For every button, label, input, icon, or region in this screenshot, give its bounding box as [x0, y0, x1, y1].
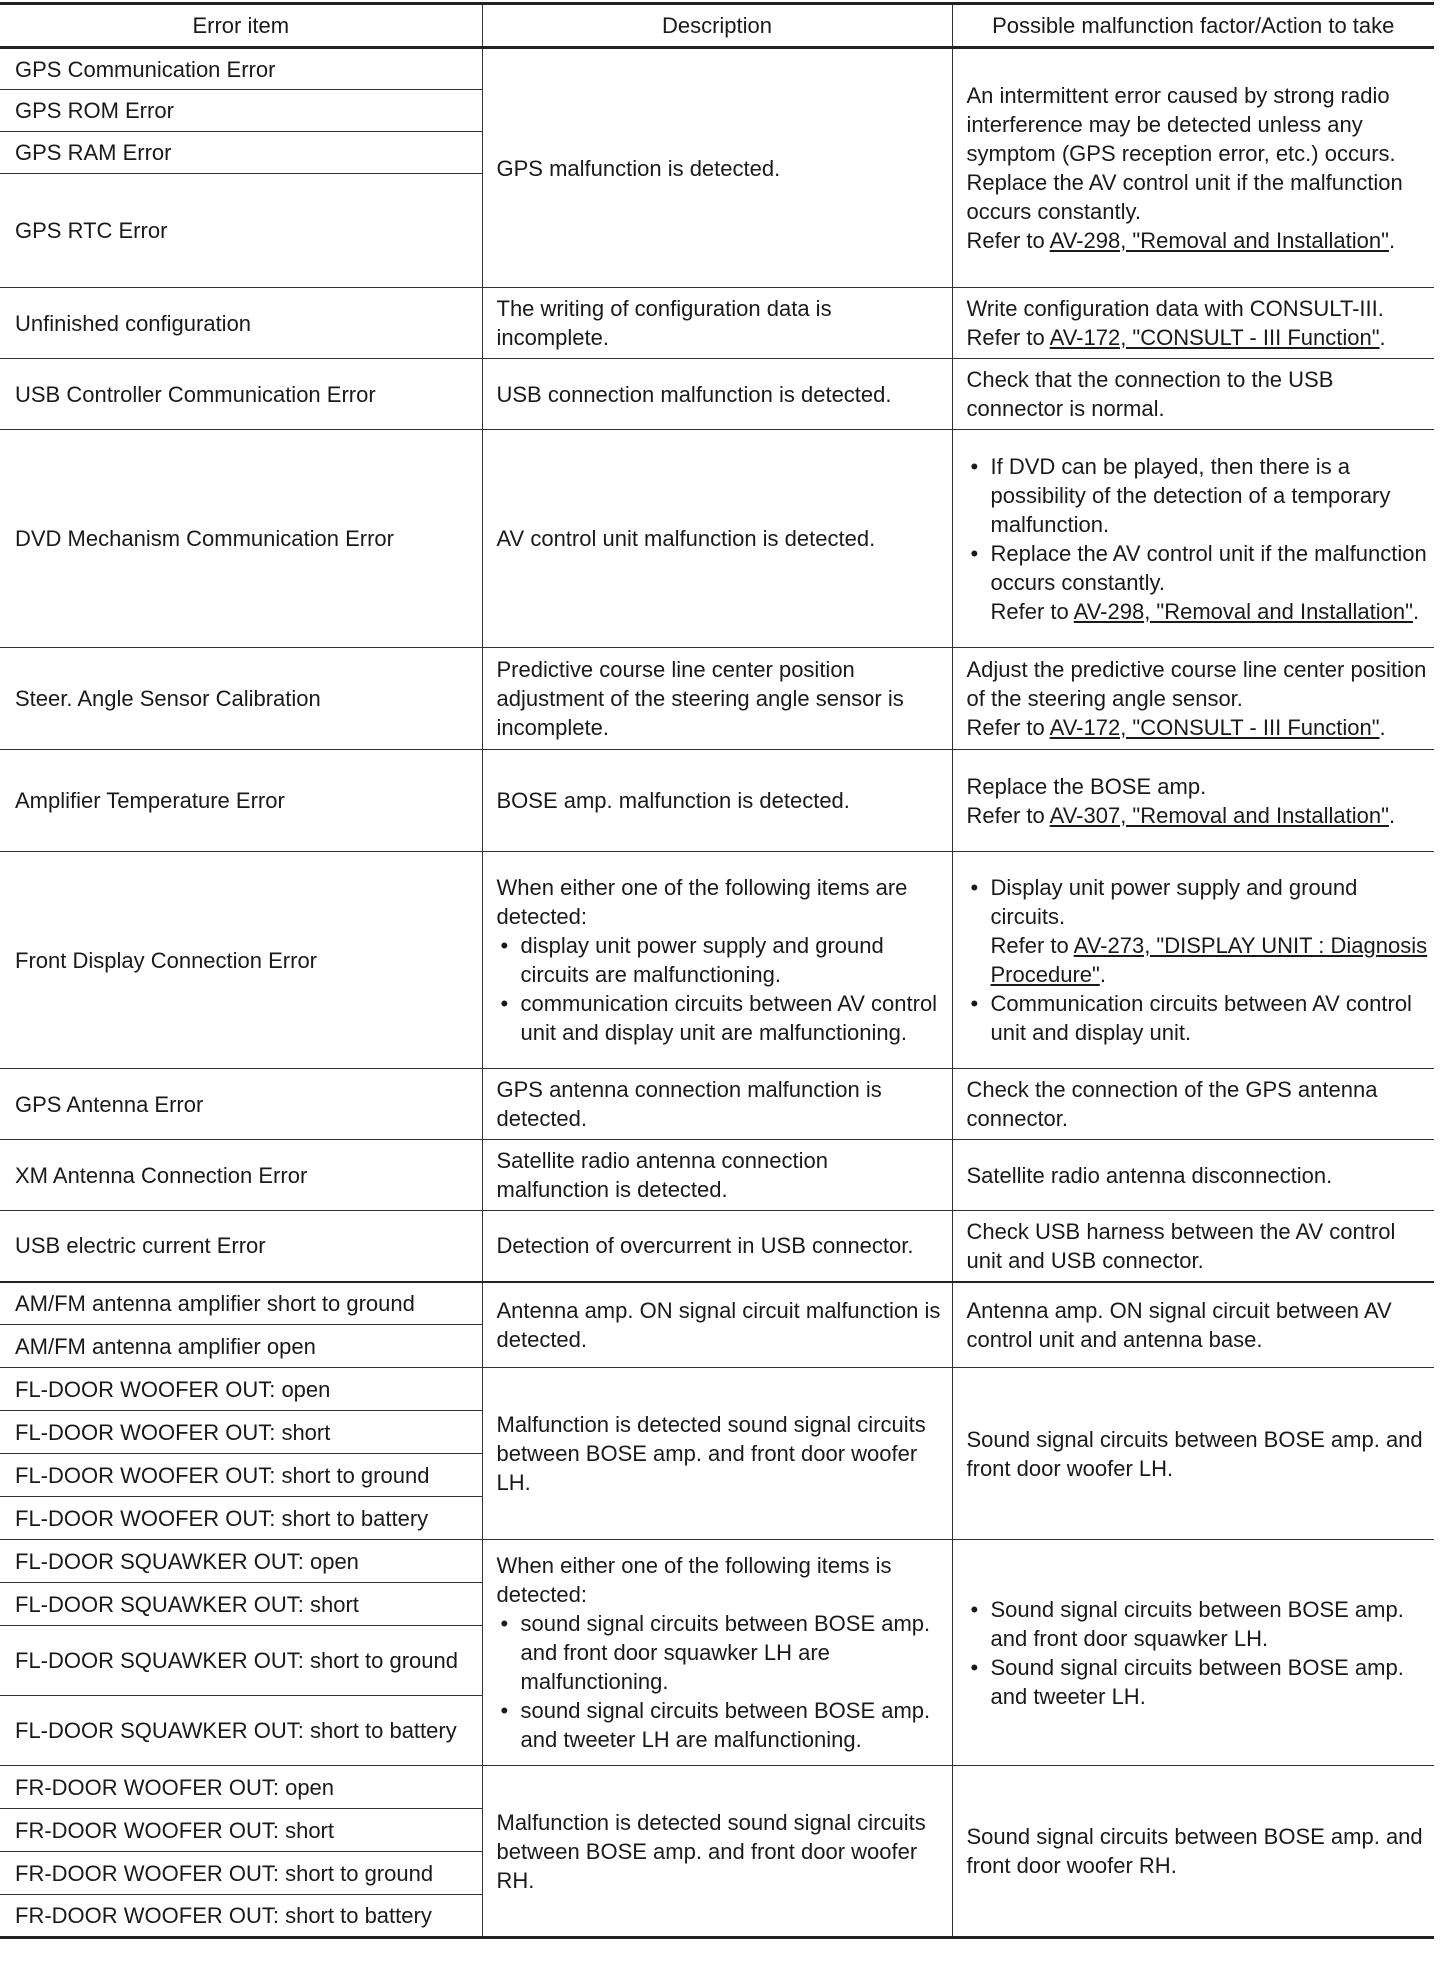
error-item: XM Antenna Connection Error — [0, 1140, 482, 1211]
action-text: Replace the AV control unit if the malfunction occurs constantly. — [966, 170, 1403, 224]
period: . — [1412, 598, 1420, 624]
action-text: Write configuration data with CONSULT-III. — [966, 296, 1384, 321]
table-row — [0, 1368, 1434, 1411]
error-item: USB Controller Communication Error — [0, 359, 482, 430]
action-cell: Sound signal circuits between BOSE amp. and front door woofer LH. — [952, 1368, 1434, 1540]
error-item: Amplifier Temperature Error — [0, 750, 482, 852]
header-action: Possible malfunction factor/Action to take — [952, 4, 1434, 48]
error-item: FL-DOOR SQUAWKER OUT: short — [0, 1583, 482, 1626]
table-row — [0, 430, 1434, 648]
action-cell: Check that the connection to the USB connector is normal. — [952, 359, 1434, 430]
table-row — [0, 1766, 1434, 1809]
action-cell — [952, 750, 1434, 852]
error-item: FR-DOOR WOOFER OUT: open — [0, 1766, 482, 1809]
table-row — [0, 852, 1434, 1069]
action-cell: Satellite radio antenna disconnection. — [952, 1140, 1434, 1211]
error-item: FL-DOOR SQUAWKER OUT: short to battery — [0, 1696, 482, 1766]
description-cell: The writing of configuration data is incomplete. — [482, 288, 952, 359]
reference-link[interactable]: AV-273, "DISPLAY UNIT : Diagnosis Procedure" — [990, 933, 1428, 987]
period: . — [1379, 715, 1386, 740]
error-item: GPS Communication Error — [0, 48, 482, 90]
description-bullet: • communication circuits between AV control unit and display unit are malfunctioning. — [497, 989, 946, 1047]
table-row — [0, 1140, 1434, 1211]
table-row — [0, 359, 1434, 430]
description-bullet: • sound signal circuits between BOSE amp. and tweeter LH are malfunctioning. — [497, 1696, 946, 1754]
action-bullet: • If DVD can be played, then there is a possibility of the detection of a temporary malfunction. — [967, 452, 1431, 539]
description-cell: GPS malfunction is detected. — [482, 48, 952, 288]
header-error-item: Error item — [0, 4, 482, 48]
action-text: An intermittent error caused by strong radio interference may be detected unless any symptom (GPS reception error, etc.) occurs. — [966, 83, 1396, 166]
description-cell: Satellite radio antenna connection malfunction is detected. — [482, 1140, 952, 1211]
refer-label: Refer to — [990, 598, 1074, 624]
error-item: Front Display Connection Error — [0, 852, 482, 1069]
action-bullet: • Communication circuits between AV control unit and display unit. — [967, 989, 1431, 1047]
action-cell — [952, 430, 1434, 648]
error-item: FL-DOOR SQUAWKER OUT: open — [0, 1540, 482, 1583]
period: . — [1388, 802, 1396, 828]
reference-link[interactable]: AV-298, "Removal and Installation" — [1073, 598, 1413, 624]
action-text: Replace the BOSE amp. — [966, 773, 1207, 799]
period: . — [1388, 228, 1396, 253]
action-cell — [952, 1540, 1434, 1766]
reference-link[interactable]: AV-307, "Removal and Installation" — [1049, 802, 1389, 828]
error-item: FL-DOOR WOOFER OUT: short to ground — [0, 1454, 482, 1497]
description-cell: Antenna amp. ON signal circuit malfunction is detected. — [482, 1282, 952, 1368]
error-item: GPS Antenna Error — [0, 1069, 482, 1140]
description-cell — [482, 1540, 952, 1766]
error-item: FR-DOOR WOOFER OUT: short — [0, 1809, 482, 1852]
error-item: USB electric current Error — [0, 1211, 482, 1282]
refer-label: Refer to — [966, 325, 1050, 350]
description-cell: Detection of overcurrent in USB connector. — [482, 1211, 952, 1282]
table-row — [0, 48, 1434, 90]
table-header-row — [0, 4, 1434, 48]
action-bullet: • Sound signal circuits between BOSE amp. and tweeter LH. — [967, 1653, 1431, 1711]
action-cell — [952, 852, 1434, 1069]
action-cell — [952, 648, 1434, 750]
error-item: AM/FM antenna amplifier short to ground — [0, 1282, 482, 1325]
header-description: Description — [482, 4, 952, 48]
error-item: FL-DOOR WOOFER OUT: open — [0, 1368, 482, 1411]
action-cell: Sound signal circuits between BOSE amp. and front door woofer RH. — [952, 1766, 1434, 1938]
error-item: FR-DOOR WOOFER OUT: short to ground — [0, 1852, 482, 1895]
description-bullet: • display unit power supply and ground circuits are malfunctioning. — [497, 931, 946, 989]
reference-link[interactable]: AV-298, "Removal and Installation" — [1049, 228, 1389, 253]
action-cell: Check USB harness between the AV control unit and USB connector. — [952, 1211, 1434, 1282]
description-cell: GPS antenna connection malfunction is detected. — [482, 1069, 952, 1140]
reference-link[interactable]: AV-172, "CONSULT - III Function" — [1049, 715, 1380, 740]
error-item: GPS ROM Error — [0, 90, 482, 132]
action-bullet: • Replace the AV control unit if the malfunction occurs constantly. — [967, 539, 1431, 597]
table-row — [0, 288, 1434, 359]
error-item: Unfinished configuration — [0, 288, 482, 359]
error-item: FL-DOOR SQUAWKER OUT: short to ground — [0, 1626, 482, 1696]
table-row — [0, 750, 1434, 852]
description-cell: Predictive course line center position adjustment of the steering angle sensor is incomplete. — [482, 648, 952, 750]
period: . — [1379, 325, 1386, 350]
error-table-document — [0, 2, 1434, 1939]
error-item: FL-DOOR WOOFER OUT: short — [0, 1411, 482, 1454]
error-item: GPS RTC Error — [0, 174, 482, 288]
action-cell — [952, 288, 1434, 359]
description-intro: When either one of the following items is detected: — [496, 1553, 892, 1607]
refer-label: Refer to — [990, 933, 1074, 958]
refer-label: Refer to — [966, 228, 1050, 253]
action-text: Adjust the predictive course line center position of the steering angle sensor. — [966, 657, 1427, 711]
description-cell: Malfunction is detected sound signal circuits between BOSE amp. and front door woofer LH. — [482, 1368, 952, 1540]
table-row — [0, 1540, 1434, 1583]
description-intro: When either one of the following items are detected: — [496, 875, 908, 929]
error-item: DVD Mechanism Communication Error — [0, 430, 482, 648]
action-cell — [952, 48, 1434, 288]
error-item: FR-DOOR WOOFER OUT: short to battery — [0, 1895, 482, 1938]
error-item: AM/FM antenna amplifier open — [0, 1325, 482, 1368]
refer-label: Refer to — [966, 715, 1050, 740]
error-item: GPS RAM Error — [0, 132, 482, 174]
action-bullet: • Sound signal circuits between BOSE amp. and front door squawker LH. — [967, 1595, 1431, 1653]
period: . — [1099, 962, 1106, 987]
refer-label: Refer to — [966, 802, 1050, 828]
description-cell: Malfunction is detected sound signal circuits between BOSE amp. and front door woofer RH. — [482, 1766, 952, 1938]
description-cell — [482, 852, 952, 1069]
table-row — [0, 1211, 1434, 1282]
description-cell: USB connection malfunction is detected. — [482, 359, 952, 430]
reference-link[interactable]: AV-172, "CONSULT - III Function" — [1049, 325, 1380, 350]
error-item-table — [0, 2, 1434, 1939]
description-cell: BOSE amp. malfunction is detected. — [482, 750, 952, 852]
action-bullet-text: Display unit power supply and ground circuits. — [990, 875, 1358, 929]
error-item: Steer. Angle Sensor Calibration — [0, 648, 482, 750]
table-row — [0, 648, 1434, 750]
action-bullet — [967, 873, 1431, 989]
table-row — [0, 1069, 1434, 1140]
description-bullet: • sound signal circuits between BOSE amp. and front door squawker LH are malfunctioning. — [497, 1609, 946, 1696]
description-cell: AV control unit malfunction is detected. — [482, 430, 952, 648]
table-row — [0, 1282, 1434, 1325]
action-cell: Antenna amp. ON signal circuit between AV control unit and antenna base. — [952, 1282, 1434, 1368]
action-cell: Check the connection of the GPS antenna connector. — [952, 1069, 1434, 1140]
error-item: FL-DOOR WOOFER OUT: short to battery — [0, 1497, 482, 1540]
